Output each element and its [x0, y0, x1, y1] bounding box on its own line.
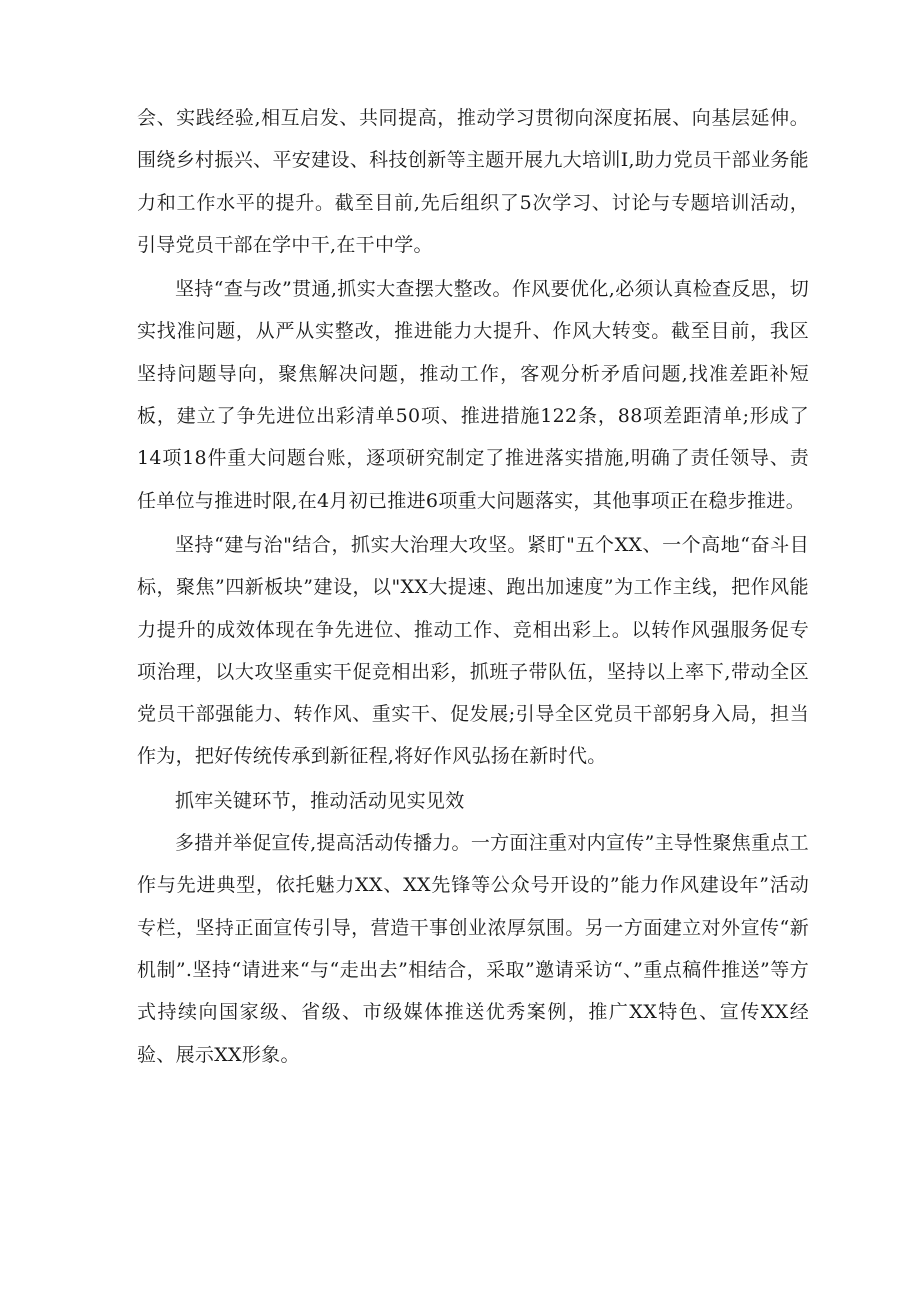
- paragraph-check-and-rectify: 坚持“查与改”贯通,抓实大查摆大整改。作风要优化,必须认真检查反思，切实找准问题，从严从实整改，推进能力大提升、作风大转变。截至目前，我区坚持问题导向，聚焦解决问题，推动工作，客观分析矛盾问题,找准差距补短板，建立了争先进位出彩清单50项、推进措施122条，88项差距清单;形成了14项18件重大问题台账，逐项研究制定了推进落实措施,明确了责任领导、责任单位与推进时限,在4月初已推进6项重大问题落实，其他事项正在稳步推进。: [137, 278, 809, 512]
- paragraph-build-and-govern: 坚持“建与治"结合，抓实大治理大攻坚。紧盯"五个XX、一个高地“奋斗目标，聚焦”四新板块”建设，以"XX大提速、跑出加速度”为工作主线，把作风能力提升的成效体现在争先进位、推动工作、竞相出彩上。以转作风强服务促专项治理，以大攻坚重实干促竞相出彩，抓班子带队伍，坚持以上率下,带动全区党员干部强能力、转作风、重实干、促发展;引导全区党员干部躬身入局，担当作为，把好传统传承到新征程,将好作风弘扬在新时代。: [137, 533, 809, 768]
- paragraph-publicity: 多措并举促宣传,提高活动传播力。一方面注重对内宣传”主导性聚焦重点工作与先进典型，依托魅力XX、XX先锋等公众号开设的”能力作风建设年”活动专栏，坚持正面宣传引导，营造干事创业浓厚氛围。另一方面建立对外宣传“新机制”.坚持“请进来“与“走出去”相结合，采取”邀请采访“、”重点稿件推送”等方式持续向国家级、省级、市级媒体推送优秀案例，推广XX特色、宣传XX经验、展示XX形象。: [137, 832, 809, 1066]
- paragraph-study-training: 会、实践经验,相互启发、共同提高，推动学习贯彻向深度拓展、向基层延伸。围绕乡村振兴、平安建设、科技创新等主题开展九大培训I,助力党员干部业务能力和工作水平的提升。截至目前,先后组织了5次学习、讨论与专题培训活动，引导党员干部在学中干,在干中学。: [137, 107, 809, 256]
- section-heading: 抓牢关键环节，推动活动见实见效: [175, 789, 465, 812]
- document-body: [137, 97, 809, 1076]
